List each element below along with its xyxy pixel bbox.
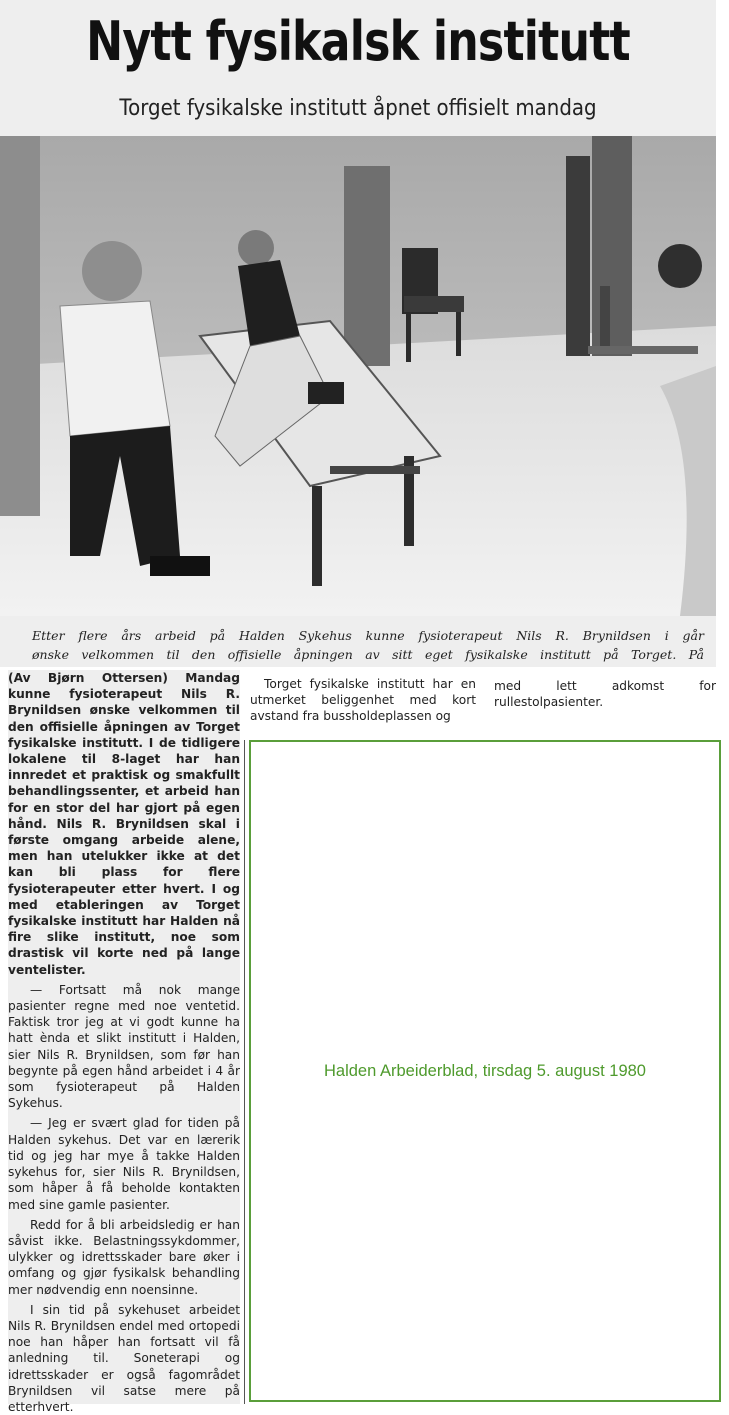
article-column-2 xyxy=(250,676,476,725)
article-photo xyxy=(0,136,716,616)
lead-paragraph: (Av Bjørn Ottersen) Mandag kunne fysioterapeut Nils R. Brynildsen ønske velkommen til den offisielle åpningen av Torget fysikalske institutt. I de tidligere lokalene til 8-laget har han innredet et praktisk og smakfullt behandlingssenter, et arbeid han for en stor del har gjort på egen hånd. Nils R. Brynildsen skal i første omgang arbeide alene, men han utelukker ikke at det kan bli plass for flere fysioterapeuter etter hvert. I og med etableringen av Torget fysikalske institutt har Halden nå fire slike institutt, noe som drastisk vil korte ned på lange ventelister. xyxy=(8,671,240,977)
source-box xyxy=(249,740,721,1402)
body-paragraph-3: Redd for å bli arbeidsledig er han såvist ikke. Belastningssykdommer, ulykker og idrettsskader bare øker i omfang og gjør fysikalsk behandling mer nødvendig enn noensinne. xyxy=(8,1217,240,1297)
column-divider xyxy=(244,740,245,1404)
body-paragraph-1: — Fortsatt må nok mange pasienter regne med noe ventetid. Faktisk tror jeg at vi godt kunne ha hatt ènda et slikt institutt i Halden, sier Nils R. Brynildsen, som før han begynte på egen hånd arbeidet i 4 år som fysioterapeut på Halden Sykehus. xyxy=(8,982,240,1111)
body-paragraph-2: — Jeg er svært glad for tiden på Halden sykehus. Det var en lærerik tid og jeg har mye å takke Halden sykehus for, sier Nils R. Brynildsen, som håper å få beholde kontakten med sine gamle pasienter. xyxy=(8,1116,240,1212)
article-column-3 xyxy=(494,678,716,710)
article-column-1 xyxy=(8,670,240,1414)
source-note: Halden Arbeiderblad, tirsdag 5. august 1980 xyxy=(324,1062,646,1080)
subheadline: Torget fysikalske institutt åpnet offisielt mandag xyxy=(119,96,597,121)
photo-caption xyxy=(32,626,704,664)
body-paragraph-6: med lett adkomst for rullestolpasienter. xyxy=(494,679,716,710)
headline: Nytt fysikalsk institutt xyxy=(86,10,630,73)
caption-line-1: Etter flere års arbeid på Halden Sykehus kunne fysioterapeut Nils R. Brynildsen i går xyxy=(32,628,704,643)
body-paragraph-4: I sin tid på sykehuset arbeidet Nils R. Brynildsen endel med ortopedi noe han håper han fortsatt vil få anledning til. Soneterapi og idrettsskader er også fagområdet Brynildsen vil satse mere på etterhvert. xyxy=(8,1302,240,1414)
caption-line-2: ønske velkommen til den offisielle åpningen av sitt eget fysikalske institutt på Torget. På xyxy=(32,647,704,662)
treatment-room-photo xyxy=(0,136,716,616)
body-paragraph-5: Torget fysikalske institutt har en utmerket beliggenhet med kort avstand fra bussholdeplassen og xyxy=(250,677,476,724)
